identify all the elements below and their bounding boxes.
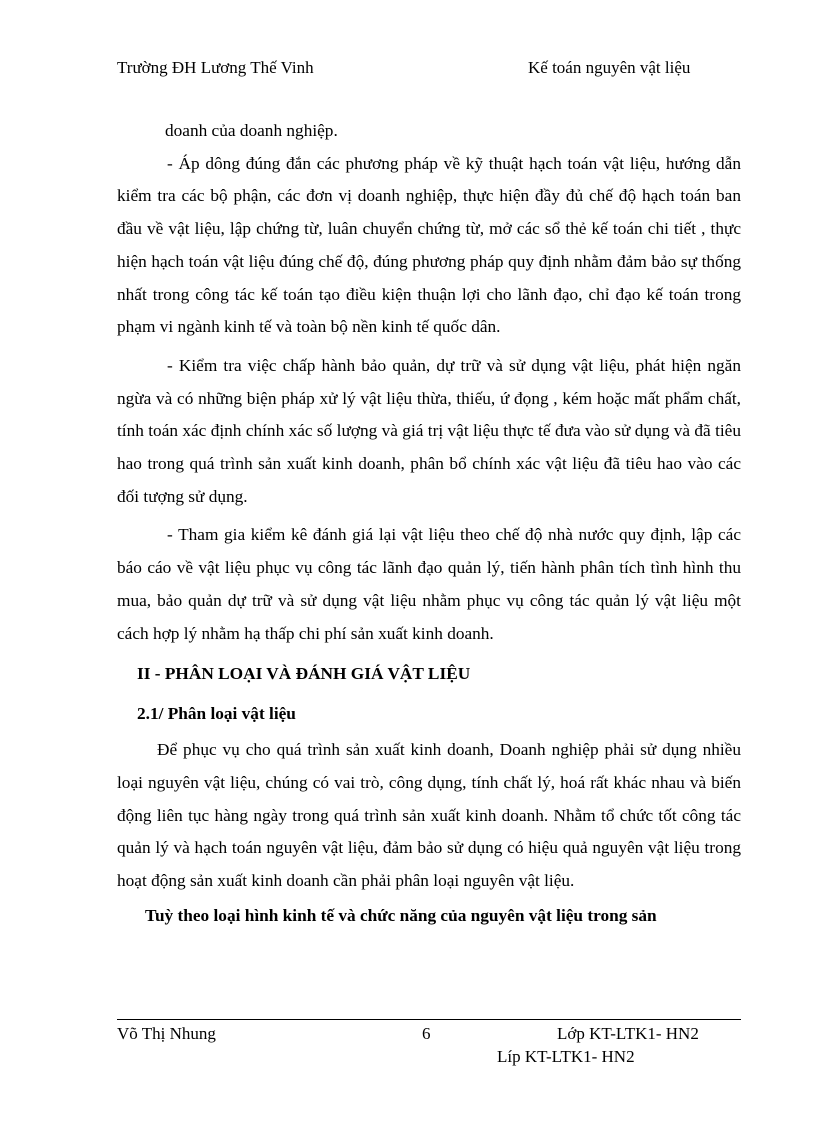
footer-class-line-2: Líp KT-LTK1- HN2 — [497, 1047, 635, 1066]
paragraph-2: - Kiểm tra việc chấp hành bảo quản, dự trữ và sử dụng vật liệu, phát hiện ngăn ngừa và có những biện pháp xử lý vật liệu thừa, thiếu, ứ đọng , kém hoặc mất phẩm chất, tính toán xác định chính xác số lượng và giá trị vật liệu thực tế đưa vào sử dụng và đã tiêu hao trong quá trình sản xuất kinh doanh, phân bổ chính xác vật liệu đã tiêu hao vào các đối tượng sử dụng. — [117, 355, 741, 506]
footer-divider — [117, 1019, 741, 1020]
paragraph-3: - Tham gia kiểm kê đánh giá lại vật liệu theo chế độ nhà nước quy định, lập các báo cáo về vật liệu phục vụ công tác lãnh đạo quản lý, tiến hành phân tích tình hình thu mua, bảo quản dự trữ và sử dụng vật liệu nhằm phục vụ công tác quản lý vật liệu một cách hợp lý nhằm hạ thấp chi phí sản xuất kinh doanh. — [117, 525, 741, 643]
paragraph-4: Để phục vụ cho quá trình sản xuất kinh doanh, Doanh nghiệp phải sử dụng nhiều loại nguyên vật liệu, chúng có vai trò, công dụng, tính chất lý, hoá rất khác nhau và biến động liên tục hàng ngày trong quá trình sản xuất kinh doanh. Nhằm tổ chức tốt công tác quản lý và hạch toán nguyên vật liệu, đảm bảo sử dụng có hiệu quả nguyên vật liệu trong hoạt động sản xuất kinh doanh cần phải phân loại nguyên vật liệu. — [117, 740, 741, 891]
page-number: 6 — [422, 1024, 431, 1043]
document-body — [117, 115, 741, 932]
subsection-heading: 2.1/ Phân loại vật liệu — [137, 704, 296, 724]
footer-author: Võ Thị Nhung — [117, 1024, 216, 1043]
footer-class-line-1: Lớp KT-LTK1- HN2 — [557, 1024, 699, 1043]
header-subject: Kế toán nguyên vật liệu — [528, 58, 691, 77]
page-header — [0, 58, 816, 82]
paragraph-continuation: doanh của doanh nghiệp. — [165, 121, 338, 140]
header-school: Trường ĐH Lương Thế Vinh — [117, 58, 314, 77]
bold-lead-line: Tuỳ theo loại hình kinh tế và chức năng của nguyên vật liệu trong sản — [145, 905, 657, 925]
section-heading: II - PHÂN LOẠI VÀ ĐÁNH GIÁ VẬT LIỆU — [137, 664, 471, 684]
paragraph-1: - Áp dông đúng đắn các phương pháp về kỹ thuật hạch toán vật liệu, hướng dẫn kiểm tra các bộ phận, các đơn vị doanh nghiệp, thực hiện đầy đủ chế độ hạch toán ban đầu về vật liệu, lập chứng từ, luân chuyển chứng từ, mở các sổ thẻ kế toán chi tiết , thực hiện hạch toán vật liệu đúng chế độ, đúng phương pháp quy định nhằm đảm bảo sự thống nhất trong công tác kế toán tạo điều kiện thuận lợi cho lãnh đạo, chỉ đạo kế toán trong phạm vi ngành kinh tế và toàn bộ nền kinh tế quốc dân. — [117, 153, 741, 337]
